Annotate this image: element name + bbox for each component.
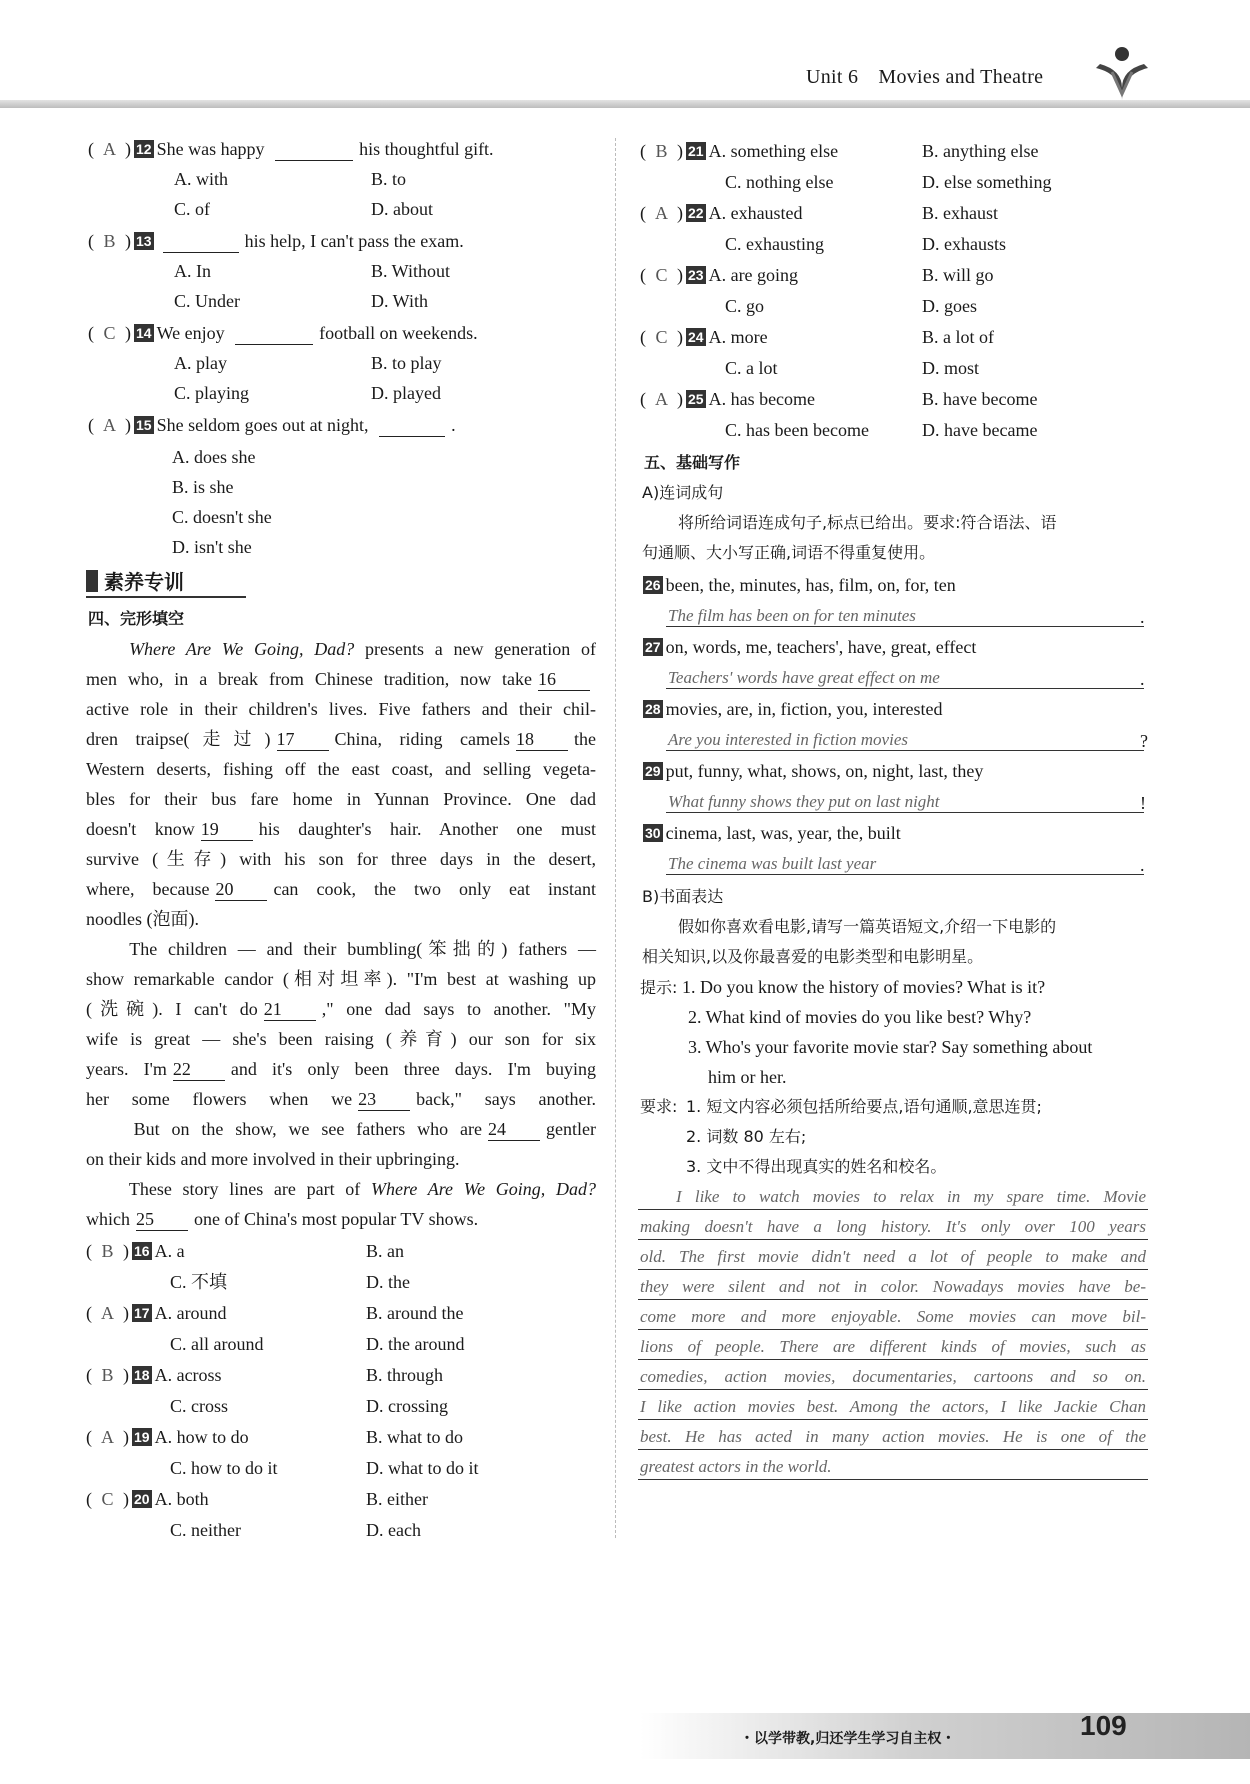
- passage-text: her some flowers when we: [86, 1089, 353, 1109]
- passage-text: the: [574, 729, 597, 749]
- cloze-blank: 23: [358, 1088, 410, 1111]
- option: B. either: [366, 1489, 428, 1509]
- show-title: Where Are We Going, Dad?: [371, 1179, 596, 1199]
- option: C. doesn't she: [172, 507, 272, 527]
- answer-mark: A: [101, 1427, 114, 1447]
- question-number: 23: [688, 267, 704, 283]
- book-reader-logo-icon: [1092, 44, 1152, 102]
- stem-pre: She seldom goes out at night,: [156, 415, 374, 435]
- passage-text: China, riding camels: [334, 729, 511, 749]
- essay-line: [638, 1479, 1148, 1480]
- passage-text: dren traipse(走过): [86, 729, 271, 749]
- passage-text: can cook, the two only eat instant: [273, 879, 596, 899]
- question-line: [640, 202, 803, 224]
- option: D. exhausts: [922, 234, 1006, 254]
- question-line: [86, 1426, 249, 1448]
- passage-line: [86, 878, 596, 901]
- answer-mark: B: [655, 141, 668, 161]
- answer-mark: B: [101, 1241, 114, 1261]
- cloze-blank: 20: [215, 878, 267, 901]
- passage-text: The children — and their bumbling(笨拙的) fathers —: [86, 939, 596, 959]
- option: A. exhausted: [708, 203, 803, 223]
- essay-line: [638, 1209, 1148, 1210]
- passage-line: [86, 818, 596, 841]
- passage-text: back," says another.: [416, 1089, 596, 1109]
- stem-post: his help, I can't pass the exam.: [244, 231, 464, 251]
- answer-mark: A: [103, 139, 116, 159]
- cloze-blank: 16: [538, 668, 590, 691]
- word-list-text: movies, are, in, fiction, you, interested: [665, 699, 943, 719]
- paren-open: (: [88, 139, 99, 159]
- option: D. goes: [922, 296, 977, 316]
- passage-line: [86, 638, 596, 660]
- essay-line: [638, 1299, 1148, 1300]
- option: A. In: [174, 261, 211, 281]
- paren-close: ): [118, 1303, 129, 1323]
- column-divider: [615, 138, 616, 1538]
- option: C. of: [174, 199, 210, 219]
- essay-text: they were silent and not in color. Nowadays movies have be-: [640, 1277, 1146, 1296]
- question-number: 12: [136, 141, 152, 157]
- passage-text: ," one dad says to another. "My: [321, 999, 596, 1019]
- passage-text: [86, 639, 129, 659]
- cloze-blank: 19: [201, 818, 253, 841]
- paren-close: ): [120, 415, 131, 435]
- paren-close: ): [672, 389, 683, 409]
- option: C. nothing else: [725, 172, 834, 192]
- punctuation: .: [1140, 855, 1145, 875]
- option: C. go: [725, 296, 765, 316]
- section-banner: [86, 566, 246, 598]
- option: B. an: [366, 1241, 404, 1261]
- option: B. around the: [366, 1303, 464, 1323]
- requirement: 3. 文中不得出现真实的姓名和校名。: [686, 1157, 947, 1176]
- passage-text: show remarkable candor (相对坦率). "I'm best at washing up: [86, 969, 596, 989]
- answer-blank: [163, 230, 239, 253]
- option: D. each: [366, 1520, 421, 1540]
- instruction-a: 将所给词语连成句子,标点已给出。要求:符合语法、语: [678, 513, 1057, 532]
- paren-close: ): [672, 203, 683, 223]
- option: C. has been become: [725, 420, 869, 440]
- passage-line: [86, 758, 596, 780]
- question-line: [640, 264, 798, 286]
- question-line: [86, 1488, 209, 1510]
- cloze-heading: 四、完形填空: [88, 609, 185, 628]
- passage-line: [86, 1178, 596, 1200]
- question-number: 30: [645, 825, 661, 841]
- passage-text: bles for their bus fare home in Yunnan Province. One dad: [86, 789, 596, 809]
- question-number: 13: [136, 233, 152, 249]
- paren-open: (: [86, 1241, 97, 1261]
- paren-open: (: [86, 1365, 97, 1385]
- option: A. play: [174, 353, 227, 373]
- header-rule: [0, 100, 1250, 108]
- punctuation: .: [1140, 669, 1145, 689]
- passage-line: [86, 998, 596, 1021]
- cloze-blank: 18: [516, 728, 568, 751]
- word-list: [640, 574, 956, 596]
- answer-mark: B: [101, 1365, 114, 1385]
- option: A. across: [154, 1365, 222, 1385]
- word-list-text: cinema, last, was, year, the, built: [665, 823, 901, 843]
- question-number: 20: [134, 1491, 150, 1507]
- essay-text: old. The first movie didn't need a lot of people to make and: [640, 1247, 1146, 1266]
- paren-open: (: [640, 389, 651, 409]
- unit-title: Movies and Theatre: [878, 66, 1044, 88]
- paren-open: (: [88, 323, 99, 343]
- passage-text: his daughter's hair. Another one must: [258, 819, 596, 839]
- option: A. a: [154, 1241, 185, 1261]
- paren-open: (: [86, 1427, 97, 1447]
- essay-line: [638, 1449, 1148, 1450]
- question-line: [88, 138, 494, 161]
- passage-line: [86, 1028, 596, 1050]
- option: D. the: [366, 1272, 410, 1292]
- instruction-b: 相关知识,以及你最喜爱的电影类型和电影明星。: [642, 947, 984, 966]
- question-number: 15: [136, 417, 152, 433]
- punctuation: .: [1140, 607, 1145, 627]
- option: C. cross: [170, 1396, 228, 1416]
- question-number: 29: [645, 763, 661, 779]
- option: C. how to do it: [170, 1458, 278, 1478]
- answer-mark: A: [655, 203, 668, 223]
- word-list: [640, 822, 901, 844]
- cloze-blank: 17: [277, 728, 329, 751]
- passage-text: gentler: [546, 1119, 596, 1139]
- essay-text: making doesn't have a long history. It's only over 100 years: [640, 1217, 1146, 1236]
- page-number: 109: [1080, 1710, 1127, 1741]
- handwritten-answer: Teachers' words have great effect on me: [668, 668, 940, 687]
- instruction-b: 假如你喜欢看电影,请写一篇英语短文,介绍一下电影的: [678, 917, 1057, 936]
- word-list: [640, 698, 943, 720]
- option: C. playing: [174, 383, 249, 403]
- option: D. isn't she: [172, 537, 252, 557]
- option: A. does she: [172, 447, 256, 467]
- word-list: [640, 760, 983, 782]
- question-line: [88, 414, 456, 437]
- passage-line: [86, 1088, 596, 1111]
- option: C. a lot: [725, 358, 778, 378]
- passage-text: on their kids and more involved in their upbringing.: [86, 1149, 460, 1169]
- passage-text: survive (生存) with his son for three days in the desert,: [86, 849, 596, 869]
- option: A. are going: [708, 265, 799, 285]
- passage-line: [86, 848, 596, 870]
- passage-text: Western deserts, fishing off the east coast, and selling vegeta-: [86, 759, 596, 779]
- stem-pre: She was happy: [156, 139, 270, 159]
- paren-open: (: [640, 327, 651, 347]
- unit-label: Unit 6: [806, 66, 859, 88]
- option: A. with: [174, 169, 228, 189]
- option: A. more: [708, 327, 768, 347]
- tip: 3. Who's your favorite movie star? Say something about: [688, 1037, 1093, 1057]
- option: B. will go: [922, 265, 994, 285]
- essay-text: greatest actors in the world.: [640, 1457, 832, 1476]
- tip: 1. Do you know the history of movies? What is it?: [682, 977, 1046, 997]
- word-list-text: on, words, me, teachers', have, great, effect: [665, 637, 977, 657]
- passage-line: [86, 1148, 596, 1170]
- option: D. what to do it: [366, 1458, 479, 1478]
- answer-mark: A: [655, 389, 668, 409]
- question-line: [88, 322, 478, 345]
- cloze-blank: 25: [136, 1208, 188, 1231]
- option: D. else something: [922, 172, 1052, 192]
- paren-close: ): [672, 265, 683, 285]
- banner-arrow-icon: [86, 570, 98, 592]
- part-b-heading: B)书面表达: [642, 887, 724, 906]
- option: B. have become: [922, 389, 1038, 409]
- essay-line: [638, 1239, 1148, 1240]
- word-list-text: put, funny, what, shows, on, night, last, they: [665, 761, 984, 781]
- question-number: 17: [134, 1305, 150, 1321]
- paren-close: ): [118, 1241, 129, 1261]
- tip: him or her.: [708, 1067, 787, 1087]
- paren-open: (: [86, 1489, 97, 1509]
- passage-text: noodles (泡面).: [86, 909, 199, 929]
- essay-text: I like to watch movies to relax in my spare time. Movie: [676, 1187, 1146, 1206]
- paren-open: (: [88, 231, 99, 251]
- option: C. exhausting: [725, 234, 824, 254]
- passage-text: men who, in a break from Chinese tradition, now take: [86, 669, 532, 689]
- answer-mark: A: [103, 415, 116, 435]
- punctuation: ?: [1140, 731, 1148, 751]
- passage-line: [86, 698, 596, 720]
- passage-text: presents a new generation of: [354, 639, 597, 659]
- essay-text: I like action movies best. Among the actors, I like Jackie Chan: [640, 1397, 1146, 1416]
- passage-line: [86, 1208, 596, 1231]
- answer-mark: C: [101, 1489, 114, 1509]
- option: C. neither: [170, 1520, 241, 1540]
- question-line: [88, 230, 464, 253]
- question-number: 28: [645, 701, 661, 717]
- requirement: 1. 短文内容必须包括所给要点,语句通顺,意思连贯;: [686, 1097, 1042, 1116]
- option: D. played: [371, 383, 441, 403]
- word-list-text: been, the, minutes, has, film, on, for, ten: [665, 575, 956, 595]
- passage-text: These story lines are part of: [86, 1179, 372, 1199]
- passage-line: [86, 788, 596, 810]
- essay-text: comedies, action movies, documentaries, cartoons and so on.: [640, 1367, 1146, 1386]
- option: D. about: [371, 199, 433, 219]
- passage-text: But on the show, we see fathers who are: [86, 1119, 483, 1139]
- question-number: 18: [134, 1367, 150, 1383]
- option: B. anything else: [922, 141, 1039, 161]
- question-line: [86, 1302, 227, 1324]
- stem-post: .: [451, 415, 456, 435]
- question-line: [640, 326, 768, 348]
- footer-motto: ・以学带教,归还学生学习自主权・: [740, 1731, 956, 1747]
- passage-text: and it's only been three days. I'm buying: [230, 1059, 596, 1079]
- passage-line: [86, 668, 596, 691]
- option: B. through: [366, 1365, 444, 1385]
- passage-text: where, because: [86, 879, 210, 899]
- question-number: 22: [688, 205, 704, 221]
- handwritten-answer: Are you interested in fiction movies: [668, 730, 908, 749]
- option: B. is she: [172, 477, 234, 497]
- word-list: [640, 636, 976, 658]
- question-line: [86, 1364, 222, 1386]
- question-number: 14: [136, 325, 152, 341]
- paren-close: ): [118, 1365, 129, 1385]
- paren-open: (: [640, 203, 651, 223]
- option: D. most: [922, 358, 980, 378]
- option: A. something else: [708, 141, 839, 161]
- option: A. around: [154, 1303, 227, 1323]
- question-number: 21: [688, 143, 704, 159]
- punctuation: !: [1140, 793, 1146, 813]
- paren-close: ): [118, 1427, 129, 1447]
- tips-label: 提示:: [640, 978, 678, 997]
- question-number: 25: [688, 391, 704, 407]
- answer-blank: [379, 414, 445, 437]
- banner-title: 素养专训: [104, 570, 184, 594]
- requirements-label: 要求:: [640, 1097, 678, 1116]
- passage-text: active role in their children's lives. Five fathers and their chil-: [86, 699, 596, 719]
- passage-line: [86, 728, 596, 751]
- question-line: [86, 1240, 185, 1262]
- option: D. the around: [366, 1334, 465, 1354]
- passage-text: wife is great — she's been raising (养育) our son for six: [86, 1029, 596, 1049]
- option: B. Without: [371, 261, 450, 281]
- passage-text: years. I'm: [86, 1059, 167, 1079]
- answer-blank: [275, 138, 353, 161]
- essay-text: lions of people. There are different kinds of movies, such as: [640, 1337, 1146, 1356]
- question-line: [640, 388, 815, 410]
- passage-line: [86, 1058, 596, 1081]
- paren-open: (: [88, 415, 99, 435]
- question-number: 26: [645, 577, 661, 593]
- paren-open: (: [640, 265, 651, 285]
- answer-blank: [235, 322, 313, 345]
- paren-close: ): [118, 1489, 129, 1509]
- requirement: 2. 词数 80 左右;: [686, 1127, 807, 1146]
- paren-close: ): [120, 231, 131, 251]
- paren-open: (: [640, 141, 651, 161]
- handwritten-answer: What funny shows they put on last night: [668, 792, 940, 811]
- option: A. has become: [708, 389, 816, 409]
- option: D. have became: [922, 420, 1038, 440]
- paren-close: ): [672, 141, 683, 161]
- option: C. all around: [170, 1334, 264, 1354]
- essay-text: come more and more enjoyable. Some movies can move bil-: [640, 1307, 1146, 1326]
- header: [806, 66, 1063, 89]
- paren-open: (: [86, 1303, 97, 1323]
- stem-post: football on weekends.: [319, 323, 478, 343]
- option: B. exhaust: [922, 203, 998, 223]
- passage-text: one of China's most popular TV shows.: [194, 1209, 479, 1229]
- cloze-blank: 24: [488, 1118, 540, 1141]
- essay-line: [638, 1329, 1148, 1330]
- option: C. Under: [174, 291, 240, 311]
- option: D. With: [371, 291, 428, 311]
- answer-mark: C: [655, 327, 668, 347]
- option: A. how to do: [154, 1427, 249, 1447]
- question-line: [640, 140, 838, 162]
- answer-mark: A: [101, 1303, 114, 1323]
- answer-mark: B: [103, 231, 116, 251]
- essay-line: [638, 1359, 1148, 1360]
- question-number: 24: [688, 329, 704, 345]
- option: B. to play: [371, 353, 442, 373]
- handwritten-answer: The film has been on for ten minutes: [668, 606, 916, 625]
- answer-mark: C: [655, 265, 668, 285]
- paren-close: ): [120, 323, 131, 343]
- passage-line: [86, 968, 596, 990]
- option: B. what to do: [366, 1427, 463, 1447]
- cloze-blank: 22: [173, 1058, 225, 1081]
- passage-text: (洗碗). I can't do: [86, 999, 258, 1019]
- option: D. crossing: [366, 1396, 448, 1416]
- tip: 2. What kind of movies do you like best? Why?: [688, 1007, 1032, 1027]
- passage-line: [86, 1118, 596, 1141]
- stem-post: his thoughtful gift.: [359, 139, 494, 159]
- show-title: Where Are We Going, Dad?: [129, 639, 355, 659]
- paren-close: ): [672, 327, 683, 347]
- passage-line: [86, 908, 596, 930]
- answer-mark: C: [103, 323, 116, 343]
- option: B. a lot of: [922, 327, 994, 347]
- handwritten-answer: The cinema was built last year: [668, 854, 877, 873]
- option: A. both: [154, 1489, 209, 1509]
- writing-heading: 五、基础写作: [644, 453, 741, 472]
- option: C. 不填: [170, 1272, 228, 1292]
- passage-text: doesn't know: [86, 819, 195, 839]
- question-number: 27: [645, 639, 661, 655]
- essay-line: [638, 1269, 1148, 1270]
- option: B. to: [371, 169, 407, 189]
- question-number: 19: [134, 1429, 150, 1445]
- essay-line: [638, 1419, 1148, 1420]
- stem-pre: We enjoy: [156, 323, 230, 343]
- part-a-heading: A)连词成句: [642, 483, 724, 502]
- passage-line: [86, 938, 596, 960]
- paren-close: ): [120, 139, 131, 159]
- passage-text: which: [86, 1209, 130, 1229]
- question-number: 16: [134, 1243, 150, 1259]
- essay-line: [638, 1389, 1148, 1390]
- essay-text: best. He has acted in many action movies. He is one of the: [640, 1427, 1146, 1446]
- cloze-blank: 21: [264, 998, 316, 1021]
- instruction-a: 句通顺、大小写正确,词语不得重复使用。: [642, 543, 936, 562]
